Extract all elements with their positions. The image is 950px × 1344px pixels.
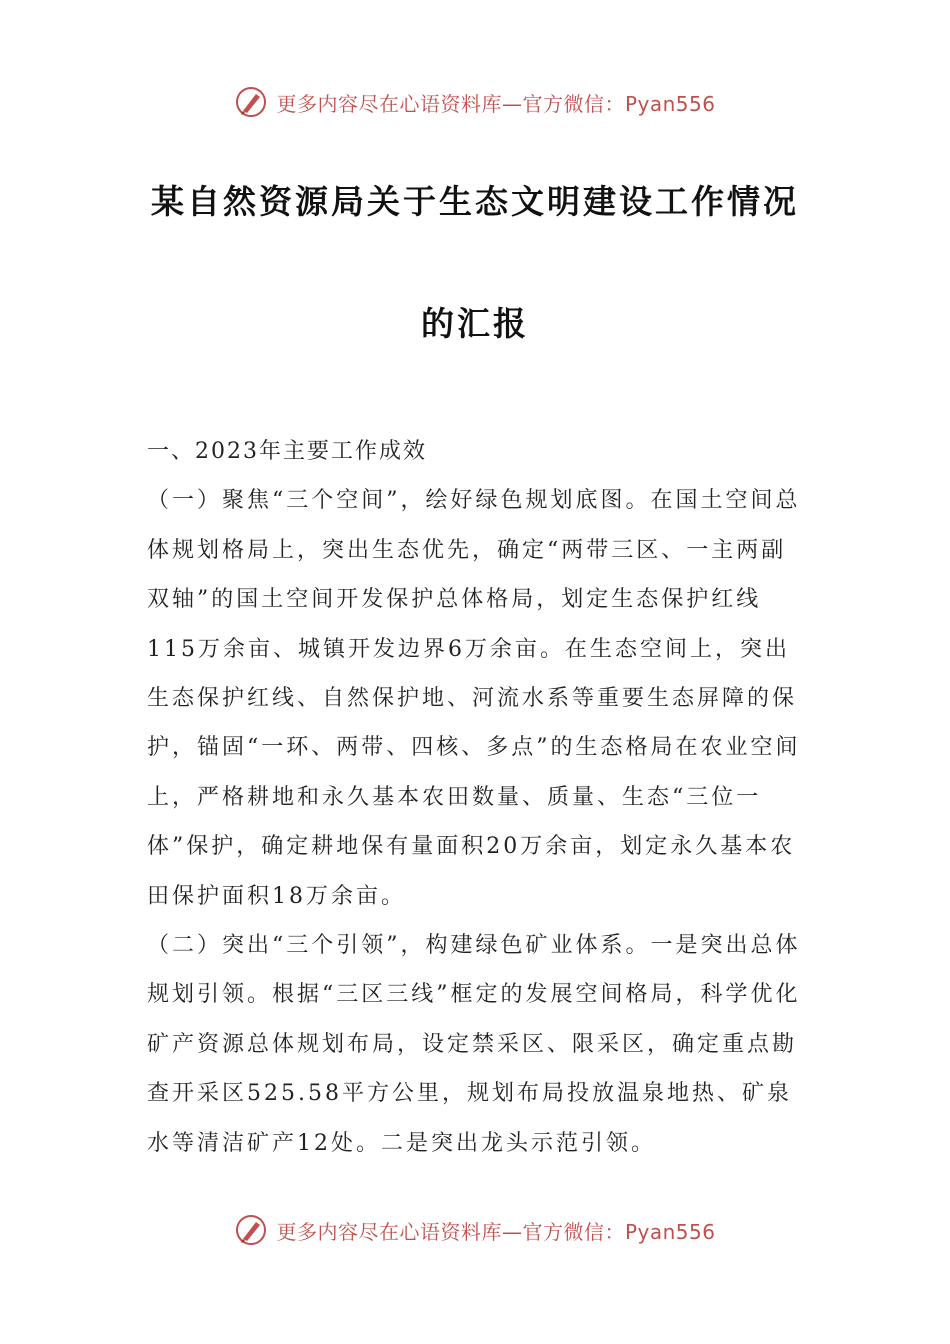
section-heading: 一、2023年主要工作成效 [147,439,427,464]
watermark-text: 更多内容尽在心语资料库—官方微信：Pyan556 [276,1219,716,1244]
paragraph-2: （二）突出“三个引领”，构建绿色矿业体系。一是突出总体规划引领。根据“三区三线”框定的发展空间格局，科学优化矿产资源总体规划布局，设定禁采区、限采区，确定重点勘查开采区525.58平方公里，规划布局投放温泉地热、矿泉水等清洁矿产12处。二是突出龙头示范引领。 [147,933,801,1156]
watermark-banner-top [0,82,950,122]
watermark-banner-bottom [0,1210,950,1250]
watermark-text: 更多内容尽在心语资料库—官方微信：Pyan556 [276,91,716,116]
paragraph-1: （一）聚焦“三个空间”，绘好绿色规划底图。在国土空间总体规划格局上，突出生态优先，确定“两带三区、一主两副双轴”的国土空间开发保护总体格局，划定生态保护红线115万余亩、城镇开发边界6万余亩。在生态空间上，突出生态保护红线、自然保护地、河流水系等重要生态屏障的保护，锚固“一环、两带、四核、多点”的生态格局在农业空间上，严格耕地和永久基本农田数量、质量、生态“三位一体”保护，确定耕地保有量面积20万余亩，划定永久基本农田保护面积18万余亩。 [147,488,801,909]
quill-pen-logo-icon [234,85,268,119]
document-title-line-1: 某自然资源局关于生态文明建设工作情况 [151,182,799,221]
document-title-line-2: 的汇报 [421,304,529,343]
quill-pen-logo-icon [234,1213,268,1247]
document-body [147,427,807,1168]
